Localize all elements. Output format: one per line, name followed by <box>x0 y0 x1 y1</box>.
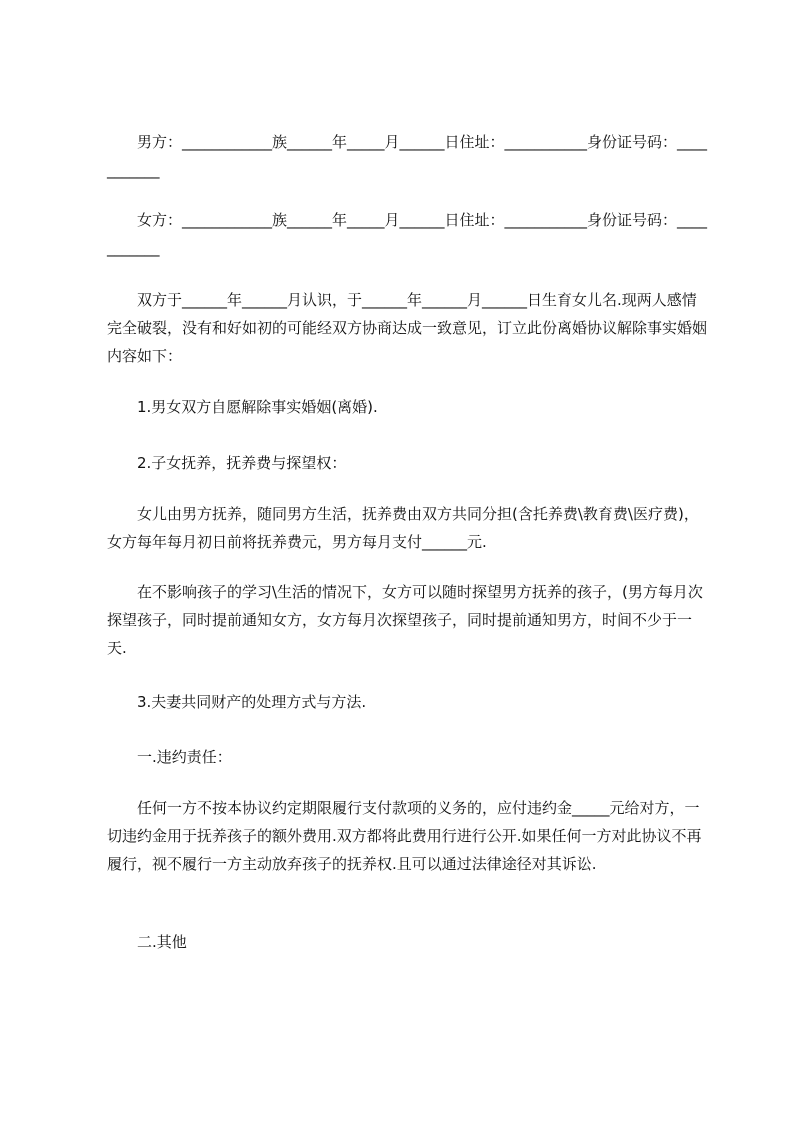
custody-support-text: 女儿由男方抚养，随同男方生活，抚养费由双方共同分担(含托养费\教育费\医疗费)，女方每年每月初日前将抚养费元，男方每月支付______元. <box>107 505 699 551</box>
clause-3: 3.夫妻共同财产的处理方式与方法. <box>137 693 367 711</box>
clause-2-heading: 2.子女抚养，抚养费与探望权： <box>137 454 347 472</box>
agreement-intro: 双方于______年______月认识，于______年______月______日生育女儿名.现两人感情完全破裂，没有和好如初的可能经双方协商达成一致意见，订立此份离婚协议解除事实婚姻内容如下： <box>107 291 708 365</box>
breach-heading: 一.违约责任： <box>137 748 232 766</box>
breach-text: 任何一方不按本协议约定期限履行支付款项的义务的，应付违约金_____元给对方，一切违约金用于抚养孩子的额外费用.双方都将此费用行进行公开.如果任何一方对此协议不再履行，视不履行一方主动放弃孩子的抚养权.且可以通过法律途径对其诉讼. <box>107 799 702 873</box>
male-party-info: 男方：____________族______年_____月______日住址：___________身份证号码：___________ <box>107 133 708 179</box>
clause-1: 1.男女双方自愿解除事实婚姻(离婚). <box>137 398 378 416</box>
other-heading: 二.其他 <box>137 933 187 951</box>
visitation-text: 在不影响孩子的学习\生活的情况下，女方可以随时探望男方抚养的孩子，(男方每月次探望孩子，同时提前通知女方，女方每月次探望孩子，同时提前通知男方，时间不少于一天. <box>107 583 703 657</box>
female-party-info: 女方：____________族______年_____月______日住址：___________身份证号码：___________ <box>107 211 708 257</box>
